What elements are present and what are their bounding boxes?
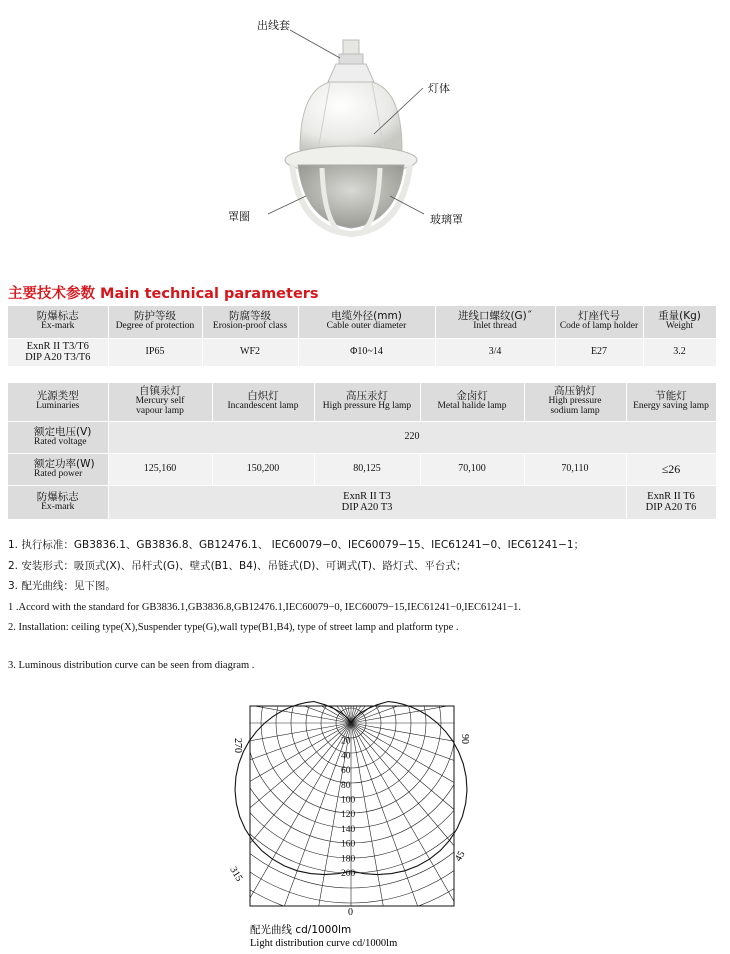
row-label: 防爆标志 Ex-mark [8, 485, 108, 519]
radial-value-label: 200 [341, 869, 356, 879]
table-cell: 150,200 [212, 453, 314, 485]
row-label: 额定功率(W) Rated power [8, 453, 108, 485]
radial-value-label: 160 [341, 839, 356, 850]
header-cell: 金卤灯 Metal halide lamp [420, 383, 524, 421]
header-cell: 重量(Kg) Weight [643, 306, 716, 338]
table-row [8, 338, 716, 366]
table-cell: 70,100 [420, 453, 524, 485]
table-cell: ExnR II T3 DIP A20 T3 [108, 485, 626, 519]
note-en-1: 1 .Accord with the standard for GB3836.1,GB3836.8,GB12476.1,IEC60079−0, IEC60079−15,IEC61241−0,IEC61241−1. [8, 602, 522, 613]
table-header-row [8, 383, 716, 421]
table-cell: E27 [555, 338, 643, 366]
header-cell: 防爆标志 Ex-mark [8, 306, 108, 338]
callout-lamp-body: 灯体 [428, 82, 450, 95]
section-heading: 主要技术参数 Main technical parameters [8, 286, 319, 302]
table-cell: WF2 [202, 338, 298, 366]
angle-label-45: 45 [453, 849, 468, 864]
table-row [8, 485, 716, 519]
header-cell: 白炽灯 Incandescent lamp [212, 383, 314, 421]
header-cell: 进线口螺纹(G)˝ Inlet thread [435, 306, 555, 338]
table-cell: 70,110 [524, 453, 626, 485]
note-cn-2: 2. 安装形式：吸顶式(X)、吊杆式(G)、壁式(B1、B4)、吊链式(D)、可调式(T)、路灯式、平台式； [8, 560, 467, 572]
header-cell: 光源类型 Luminaries [8, 383, 108, 421]
table-cell: 3.2 [643, 338, 716, 366]
header-cell: 高压钠灯 High pressure sodium lamp [524, 383, 626, 421]
table-header-row [8, 306, 716, 338]
header-cell: 防腐等级 Erosion-proof class [202, 306, 298, 338]
callout-glass-cover: 玻璃罩 [430, 213, 463, 226]
table-cell: IP65 [108, 338, 202, 366]
note-en-2: 2. Installation: ceiling type(X),Suspender type(G),wall type(B1,B4), type of street lamp and platform type . [8, 622, 459, 633]
header-cell: 灯座代号 Code of lamp holder [555, 306, 643, 338]
radial-value-label: 140 [341, 824, 356, 835]
radial-value-label: 40 [341, 751, 351, 762]
angle-label-0: 0 [348, 907, 353, 918]
parameters-table [8, 306, 717, 367]
header-cell: 自镇汞灯 Mercury self vapour lamp [108, 383, 212, 421]
radial-value-label: 60 [341, 766, 351, 777]
radial-value-label: 180 [341, 854, 356, 865]
note-cn-3: 3. 配光曲线：见下图。 [8, 580, 116, 592]
header-cell: 高压汞灯 High pressure Hg lamp [314, 383, 420, 421]
header-cell: 节能灯 Energy saving lamp [626, 383, 716, 421]
light-distribution-diagram [0, 700, 730, 954]
angle-label-270: 270 [232, 738, 243, 753]
caption-cn: 配光曲线 cd/1000lm [250, 924, 352, 936]
light-source-table [8, 383, 717, 520]
table-cell: 3/4 [435, 338, 555, 366]
table-cell: ≤26 [626, 453, 716, 485]
angle-label-315: 315 [227, 865, 245, 884]
callout-guard: 罩圈 [228, 210, 250, 223]
table-cell: 220 [108, 421, 716, 453]
radial-value-label: 80 [341, 780, 351, 791]
table-row [8, 421, 716, 453]
table-row [8, 453, 716, 485]
angle-label-90: 90 [459, 734, 470, 744]
caption-en: Light distribution curve cd/1000lm [250, 938, 398, 949]
header-cell: 电缆外径(mm) Cable outer diameter [298, 306, 435, 338]
radial-value-label: 100 [341, 795, 356, 806]
radial-value-label: 120 [341, 810, 356, 821]
table-cell: 80,125 [314, 453, 420, 485]
lamp-product-photo [0, 0, 730, 260]
note-en-3: 3. Luminous distribution curve can be seen from diagram . [8, 660, 255, 671]
radial-value-label: 20 [341, 736, 351, 747]
table-cell: Φ10~14 [298, 338, 435, 366]
table-cell: ExnR II T6 DIP A20 T6 [626, 485, 716, 519]
row-label: 额定电压(V) Rated voltage [8, 421, 108, 453]
table-cell: ExnR II T3/T6 DIP A20 T3/T6 [8, 338, 108, 366]
callout-cable-gland: 出线套 [257, 19, 290, 32]
header-cell: 防护等级 Degree of protection [108, 306, 202, 338]
table-cell: 125,160 [108, 453, 212, 485]
note-cn-1: 1. 执行标准：GB3836.1、GB3836.8、GB12476.1、 IEC60079−0、IEC60079−15、IEC61241−0、IEC61241−1； [8, 539, 585, 551]
